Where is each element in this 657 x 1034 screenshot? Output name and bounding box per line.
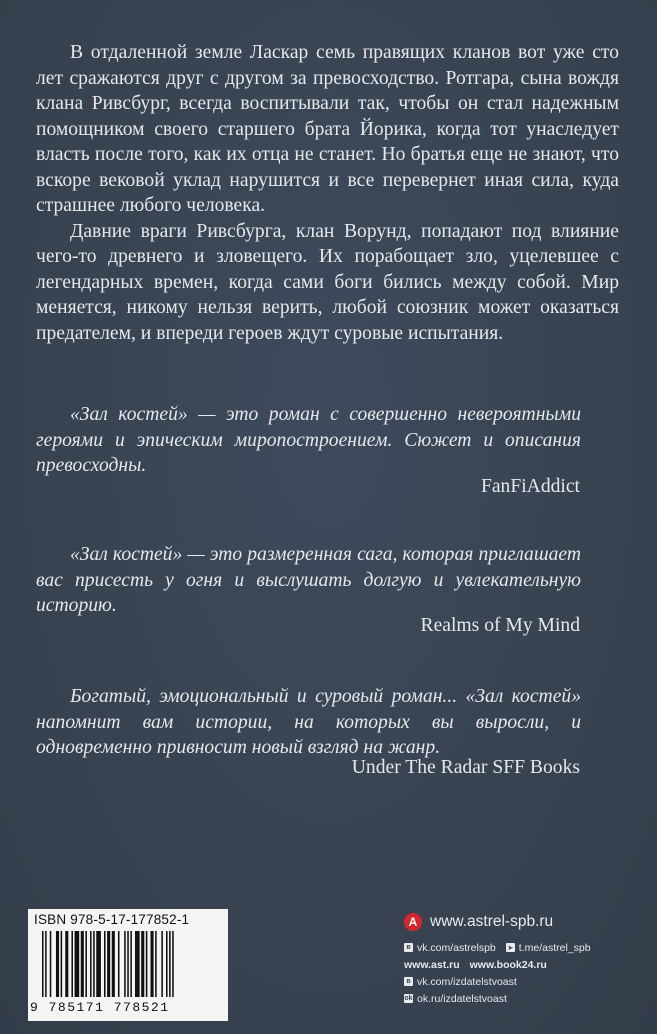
barcode-digits: 9 785171 778521 (30, 1000, 170, 1015)
description-paragraph: В отдаленной земле Ласкар семь правящих кланов вот уже сто лет сражаются друг с другом за превосходство. Ротгара, сына вождя клана Ривсбург, всегда воспитывали так, чтобы он стал надежным помощником своего старшего брата Йорика, когда тот унаследует власть после того, как их отца не станет. Но братья еще не знают, что вскоре вековой уклад нарушится и все перевернет иная сила, куда страшнее любого человека. (36, 42, 619, 216)
vk-icon: в (404, 943, 413, 952)
review-quote: «Зал костей» — это размеренная сага, которая приглашает вас присесть у огня и выслушать долгую и увлекательную историю. (36, 544, 581, 616)
review-quote: «Зал костей» — это роман с совершенно невероятными героями и эпическим миропостроением. Сюжет и описания превосходны. (36, 404, 581, 476)
description-paragraph: Давние враги Ривсбурга, клан Ворунд, попадают под влияние чего-то древнего и зловещего. Их порабощает зло, уцелевшее с легендарных времен, когда сами боги бились между собой. Мир меняется, никому нельзя верить, любой союзник может оказаться предателем, и впереди героев ждут суровые испытания. (36, 220, 619, 344)
review-source: Realms of My Mind (420, 615, 580, 636)
review-source: Under The Radar SFF Books (351, 757, 580, 778)
review-source: FanFiAddict (480, 476, 580, 497)
barcode-bars (42, 931, 220, 997)
vk-link[interactable]: vk.com/astrelspb (417, 941, 496, 954)
telegram-icon: ➤ (507, 944, 514, 952)
barcode-block (28, 909, 228, 1021)
vk-icon: в (404, 977, 413, 986)
ast-link[interactable]: www.ast.ru (404, 958, 460, 971)
isbn-label: ISBN 978-5-17-177852-1 (34, 912, 190, 927)
telegram-link[interactable]: t.me/astrel_spb (518, 941, 591, 954)
publisher-site-link[interactable] (404, 909, 644, 935)
ok-icon: ok (404, 995, 413, 1002)
astrel-logo-icon: A (404, 913, 422, 931)
review-quote: Богатый, эмоциональный и суровый роман... «Зал костей» напомнит вам истории, на которых вы выросли, и одновременно привносит новый взгляд на жанр. (36, 686, 581, 758)
book-description (36, 40, 619, 346)
ok-link[interactable]: ok.ru/izdatelstvoast (417, 992, 507, 1005)
book24-link[interactable]: www.book24.ru (469, 958, 547, 971)
publisher-site-text: www.astrel-spb.ru (430, 913, 554, 930)
vk-link[interactable]: vk.com/izdatelstvoast (417, 975, 517, 988)
publisher-links (404, 909, 644, 1007)
